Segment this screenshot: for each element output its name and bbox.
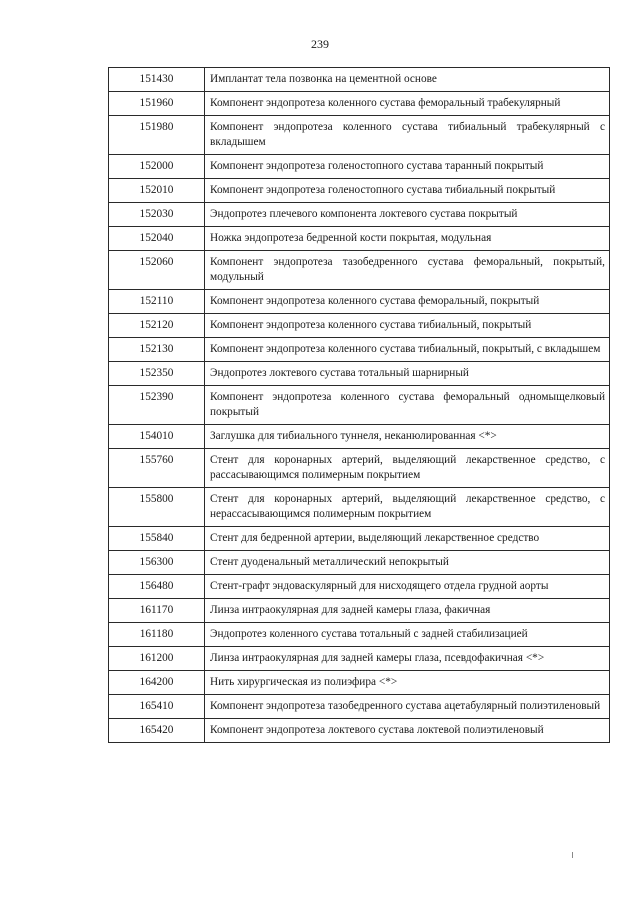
- device-name-cell: Компонент эндопротеза коленного сустава феморальный, покрытый: [205, 290, 610, 314]
- device-name-cell: Компонент эндопротеза коленного сустава феморальный одномыщелковый покрытый: [205, 386, 610, 425]
- device-code-cell: 161180: [109, 623, 205, 647]
- device-code-cell: 165410: [109, 695, 205, 719]
- table-row: [109, 203, 610, 227]
- device-name-cell: Стент для бедренной артерии, выделяющий лекарственное средство: [205, 527, 610, 551]
- table-row: [109, 68, 610, 92]
- device-name-cell: Эндопротез коленного сустава тотальный с задней стабилизацией: [205, 623, 610, 647]
- device-name-cell: Заглушка для тибиального туннеля, неканюлированная <*>: [205, 425, 610, 449]
- device-name-cell: Линза интраокулярная для задней камеры глаза, факичная: [205, 599, 610, 623]
- device-code-cell: 155840: [109, 527, 205, 551]
- table-row: [109, 599, 610, 623]
- device-name-cell: Компонент эндопротеза тазобедренного сустава феморальный, покрытый, модульный: [205, 251, 610, 290]
- table-row: [109, 623, 610, 647]
- device-name-cell: Линза интраокулярная для задней камеры глаза, псевдофакичная <*>: [205, 647, 610, 671]
- table-row: [109, 179, 610, 203]
- device-name-cell: Компонент эндопротеза локтевого сустава локтевой полиэтиленовый: [205, 719, 610, 743]
- table-row: [109, 449, 610, 488]
- table-row: [109, 92, 610, 116]
- device-code-cell: 152040: [109, 227, 205, 251]
- device-code-cell: 152130: [109, 338, 205, 362]
- device-registry-table: [108, 67, 610, 743]
- table-row: [109, 527, 610, 551]
- device-code-cell: 155760: [109, 449, 205, 488]
- table-row: [109, 227, 610, 251]
- table-row: [109, 671, 610, 695]
- device-name-cell: Стент для коронарных артерий, выделяющий лекарственное средство, с рассасывающимся полимерным покрытием: [205, 449, 610, 488]
- table-row: [109, 551, 610, 575]
- device-code-cell: 152060: [109, 251, 205, 290]
- device-code-cell: 154010: [109, 425, 205, 449]
- table-row: [109, 290, 610, 314]
- device-name-cell: Компонент эндопротеза коленного сустава тибиальный, покрытый: [205, 314, 610, 338]
- table-row: [109, 251, 610, 290]
- device-name-cell: Компонент эндопротеза коленного сустава тибиальный, покрытый, с вкладышем: [205, 338, 610, 362]
- device-name-cell: Нить хирургическая из полиэфира <*>: [205, 671, 610, 695]
- device-name-cell: Стент дуоденальный металлический непокрытый: [205, 551, 610, 575]
- scan-mark: [572, 852, 573, 858]
- device-code-cell: 151960: [109, 92, 205, 116]
- device-name-cell: Стент для коронарных артерий, выделяющий лекарственное средство, с нерассасывающимся полимерным покрытием: [205, 488, 610, 527]
- device-code-cell: 151980: [109, 116, 205, 155]
- device-name-cell: Ножка эндопротеза бедренной кости покрытая, модульная: [205, 227, 610, 251]
- table-row: [109, 155, 610, 179]
- table-row: [109, 695, 610, 719]
- device-name-cell: Стент-графт эндоваскулярный для нисходящего отдела грудной аорты: [205, 575, 610, 599]
- device-code-cell: 155800: [109, 488, 205, 527]
- device-code-cell: 152000: [109, 155, 205, 179]
- device-name-cell: Компонент эндопротеза коленного сустава феморальный трабекулярный: [205, 92, 610, 116]
- page-number: 239: [311, 37, 329, 51]
- table-row: [109, 425, 610, 449]
- device-code-cell: 165420: [109, 719, 205, 743]
- device-name-cell: Компонент эндопротеза голеностопного сустава таранный покрытый: [205, 155, 610, 179]
- device-name-cell: Компонент эндопротеза тазобедренного сустава ацетабулярный полиэтиленовый: [205, 695, 610, 719]
- device-code-cell: 161200: [109, 647, 205, 671]
- device-name-cell: Имплантат тела позвонка на цементной основе: [205, 68, 610, 92]
- device-name-cell: Компонент эндопротеза коленного сустава тибиальный трабекулярный с вкладышем: [205, 116, 610, 155]
- table-row: [109, 314, 610, 338]
- device-code-cell: 152350: [109, 362, 205, 386]
- table-row: [109, 116, 610, 155]
- device-code-cell: 151430: [109, 68, 205, 92]
- device-code-cell: 164200: [109, 671, 205, 695]
- device-name-cell: Эндопротез плечевого компонента локтевого сустава покрытый: [205, 203, 610, 227]
- device-code-cell: 156300: [109, 551, 205, 575]
- table-row: [109, 575, 610, 599]
- device-code-cell: 152110: [109, 290, 205, 314]
- device-name-cell: Компонент эндопротеза голеностопного сустава тибиальный покрытый: [205, 179, 610, 203]
- device-code-cell: 152390: [109, 386, 205, 425]
- device-code-cell: 156480: [109, 575, 205, 599]
- device-code-cell: 152010: [109, 179, 205, 203]
- table-row: [109, 647, 610, 671]
- table-row: [109, 488, 610, 527]
- table-row: [109, 362, 610, 386]
- table-row: [109, 719, 610, 743]
- device-code-cell: 161170: [109, 599, 205, 623]
- device-code-cell: 152120: [109, 314, 205, 338]
- device-name-cell: Эндопротез локтевого сустава тотальный шарнирный: [205, 362, 610, 386]
- table-row: [109, 338, 610, 362]
- table-body: [109, 68, 610, 743]
- table-row: [109, 386, 610, 425]
- device-code-cell: 152030: [109, 203, 205, 227]
